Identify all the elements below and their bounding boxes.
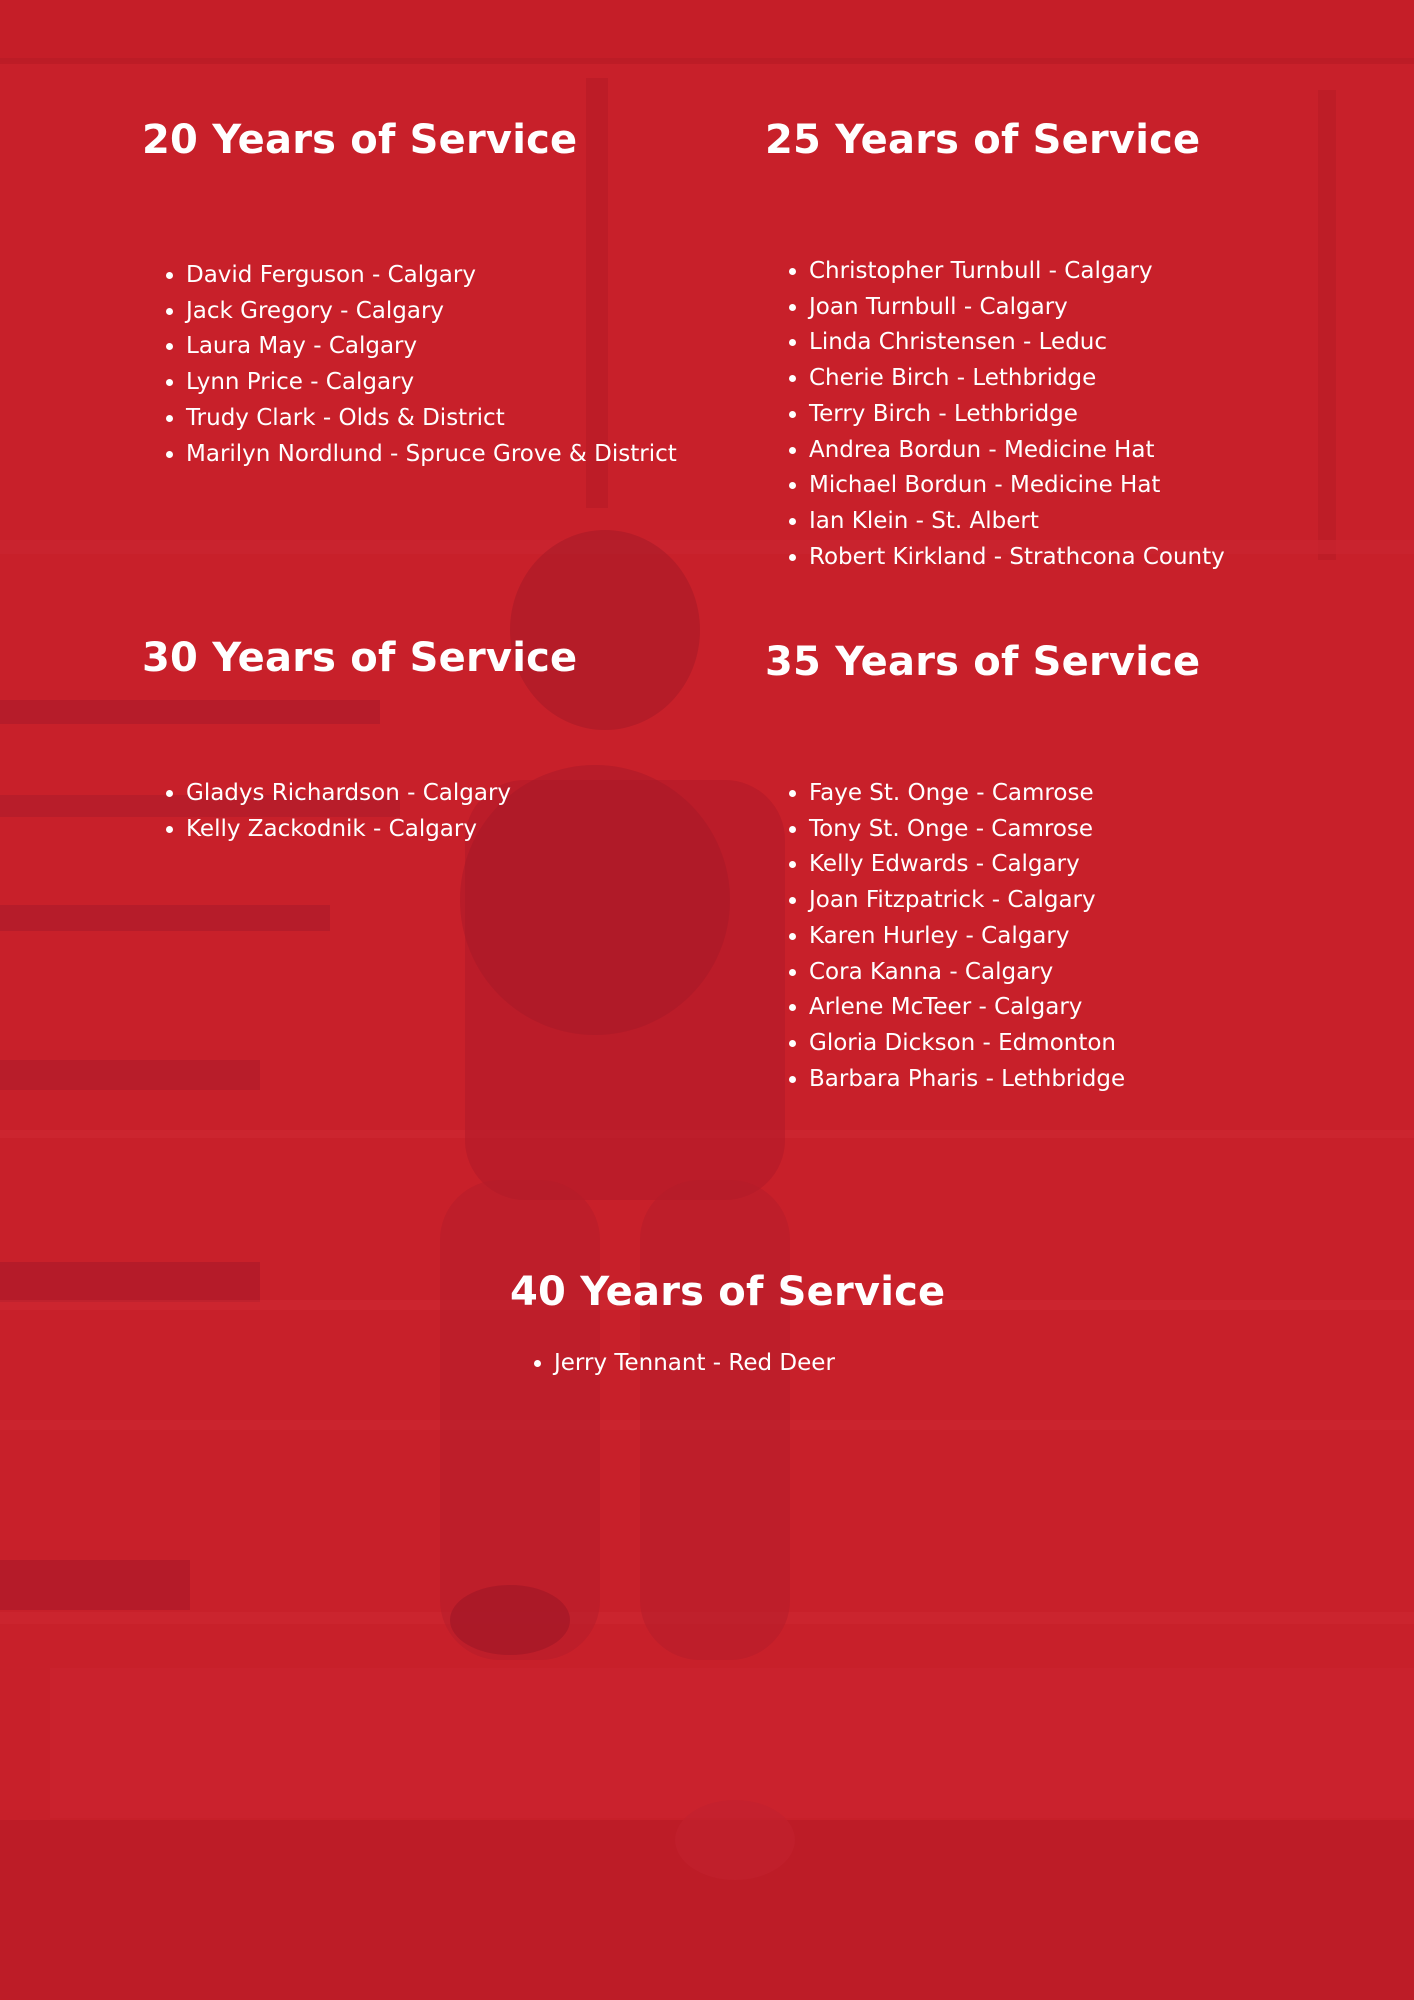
list-item: • Andrea Bordun - Medicine Hat	[809, 433, 1225, 469]
list-item: • Karen Hurley - Calgary	[809, 919, 1200, 955]
list-item: • Kelly Edwards - Calgary	[809, 847, 1200, 883]
section-35-years	[765, 638, 1200, 1097]
list-item: • Lynn Price - Calgary	[186, 365, 677, 401]
section-20-years	[142, 116, 677, 472]
list-item: • Gladys Richardson - Calgary	[186, 776, 577, 812]
list-item: • Michael Bordun - Medicine Hat	[809, 468, 1225, 504]
list-item: • Barbara Pharis - Lethbridge	[809, 1062, 1200, 1098]
recipient-list	[765, 254, 1225, 575]
list-item: • Joan Turnbull - Calgary	[809, 290, 1225, 326]
section-30-years	[142, 634, 577, 847]
list-item: • Terry Birch - Lethbridge	[809, 397, 1225, 433]
list-item: • Cora Kanna - Calgary	[809, 955, 1200, 991]
list-item: • Tony St. Onge - Camrose	[809, 812, 1200, 848]
list-item: • David Ferguson - Calgary	[186, 258, 677, 294]
list-item: • Linda Christensen - Leduc	[809, 325, 1225, 361]
section-heading: 35 Years of Service	[765, 639, 1201, 685]
list-item: • Jack Gregory - Calgary	[186, 294, 677, 330]
section-heading: 20 Years of Service	[142, 117, 578, 163]
recipient-list	[510, 1346, 945, 1382]
recipient-list	[765, 776, 1200, 1097]
list-item: • Robert Kirkland - Strathcona County	[809, 540, 1225, 576]
list-item: • Ian Klein - St. Albert	[809, 504, 1225, 540]
list-item: • Faye St. Onge - Camrose	[809, 776, 1200, 812]
list-item: • Trudy Clark - Olds & District	[186, 401, 677, 437]
list-item: • Arlene McTeer - Calgary	[809, 990, 1200, 1026]
section-25-years	[765, 116, 1225, 575]
list-item: • Laura May - Calgary	[186, 329, 677, 365]
recipient-list	[142, 258, 677, 472]
section-heading: 30 Years of Service	[142, 635, 578, 681]
list-item: • Cherie Birch - Lethbridge	[809, 361, 1225, 397]
section-40-years	[510, 1268, 945, 1382]
list-item: • Gloria Dickson - Edmonton	[809, 1026, 1200, 1062]
section-heading: 25 Years of Service	[765, 117, 1201, 163]
list-item: • Christopher Turnbull - Calgary	[809, 254, 1225, 290]
recipient-list	[142, 776, 577, 847]
list-item: • Marilyn Nordlund - Spruce Grove & District	[186, 437, 677, 473]
list-item: • Joan Fitzpatrick - Calgary	[809, 883, 1200, 919]
list-item: • Kelly Zackodnik - Calgary	[186, 812, 577, 848]
list-item: • Jerry Tennant - Red Deer	[554, 1346, 945, 1382]
section-heading: 40 Years of Service	[510, 1269, 946, 1315]
